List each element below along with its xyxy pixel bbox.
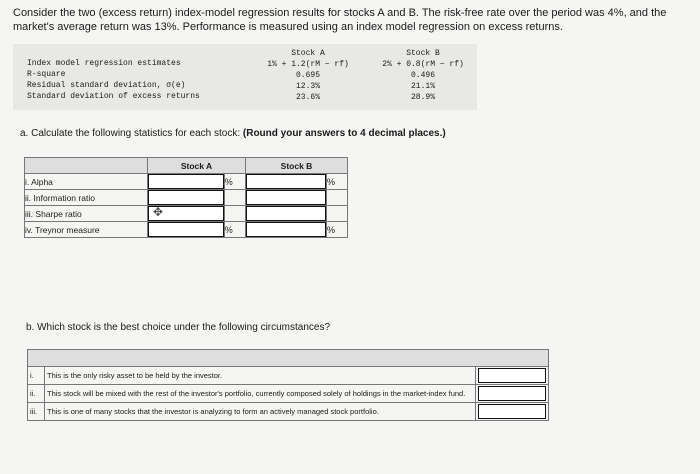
row-label — [25, 174, 148, 190]
part-a-prompt — [20, 128, 446, 139]
alpha-a-input[interactable] — [148, 174, 224, 189]
label-estimates: Index model regression estimates — [27, 59, 181, 68]
part-a-rounding-note: (Round your answers to 4 decimal places.) — [242, 128, 446, 139]
stock-b-residual-sd: 21.1% — [410, 82, 435, 91]
pct-sign: % — [327, 174, 348, 190]
row-text: This is one of many stocks that the investor is analyzing to form an actively managed stock portfolio. — [45, 403, 476, 421]
info-ratio-b-input[interactable] — [246, 190, 326, 205]
row-label — [25, 205, 163, 222]
alpha-b-input[interactable] — [246, 174, 326, 189]
header-blank — [25, 158, 148, 174]
stock-b-sd-excess: 28.9% — [410, 93, 435, 102]
treynor-b-input[interactable] — [246, 222, 326, 237]
row-num: i. — [25, 176, 30, 187]
stock-a-residual-sd: 12.3% — [295, 82, 320, 91]
row-num: iii. — [25, 208, 34, 219]
row-treynor-measure — [25, 222, 348, 238]
pct-sign: % — [327, 222, 348, 238]
part-a-text: a. Calculate the following statistics for each stock: — [20, 128, 241, 139]
pct-sign: % — [224, 222, 245, 238]
part-b-header — [28, 350, 549, 367]
header-stock-b: Stock B — [246, 158, 348, 174]
row-label — [25, 222, 148, 238]
part-b-row-3 — [28, 403, 549, 421]
stock-a-title: Stock A — [291, 49, 325, 58]
stock-a-rsquare: 0.695 — [295, 71, 320, 80]
stock-b-results — [368, 48, 478, 103]
blank-cell — [327, 190, 348, 206]
row-num: ii. — [28, 385, 45, 403]
label-sd-excess: Standard deviation of excess returns — [27, 92, 200, 101]
stock-b-title: Stock B — [406, 49, 440, 58]
regression-labels — [27, 58, 200, 102]
stock-b-equation: 2% + 0.8(rM − rf) — [382, 60, 464, 69]
row-alpha — [25, 174, 348, 190]
label-residual-sd: Residual standard deviation, σ(e) — [27, 81, 186, 90]
part-b-table — [27, 349, 549, 421]
blank-cell — [224, 206, 245, 222]
part-a-table — [24, 157, 348, 238]
row-label — [25, 190, 148, 206]
row-num: iv. — [25, 224, 33, 235]
stock-a-sd-excess: 23.6% — [295, 93, 320, 102]
row-num: iii. — [28, 403, 45, 421]
stock-a-results — [253, 48, 363, 103]
label-rsquare: R-square — [27, 70, 66, 79]
problem-intro: Consider the two (excess return) index-model regression results for stocks A and B. The risk-free rate over the period was 4%, and the market's average return was 13%. Performance is measured using an index model regression on excess returns. — [13, 7, 667, 33]
info-ratio-a-input[interactable] — [148, 190, 224, 205]
blank-cell — [224, 190, 245, 206]
row-num: ii. — [25, 192, 32, 203]
row-label-text: Treynor measure — [35, 224, 100, 235]
row-label-text: Alpha — [31, 176, 53, 187]
part-b-row-1-select[interactable] — [478, 368, 546, 383]
part-b-row-1 — [28, 367, 549, 385]
part-b-row-2 — [28, 385, 549, 403]
row-num: i. — [28, 367, 45, 385]
row-label-text: Information ratio — [33, 192, 95, 203]
blank-cell — [327, 206, 348, 222]
stock-b-rsquare: 0.496 — [410, 71, 435, 80]
stock-a-equation: 1% + 1.2(rM − rf) — [267, 60, 349, 69]
row-text: This is the only risky asset to be held by the investor. — [45, 367, 476, 385]
header-stock-a: Stock A — [148, 158, 246, 174]
row-sharpe-ratio — [25, 206, 348, 222]
treynor-a-input[interactable] — [148, 222, 224, 237]
regression-results-box — [13, 44, 477, 110]
move-cursor-icon: ✥ — [152, 205, 163, 219]
row-information-ratio — [25, 190, 348, 206]
row-label-text: Sharpe ratio — [35, 208, 82, 219]
part-b-prompt: b. Which stock is the best choice under the following circumstances? — [26, 322, 331, 333]
row-text: This stock will be mixed with the rest of the investor's portfolio, currently composed solely of holdings in the market-index fund. — [45, 385, 476, 403]
part-b-row-2-select[interactable] — [478, 386, 546, 401]
pct-sign: % — [224, 174, 245, 190]
sharpe-b-input[interactable] — [246, 206, 326, 221]
part-b-row-3-select[interactable] — [478, 404, 546, 419]
